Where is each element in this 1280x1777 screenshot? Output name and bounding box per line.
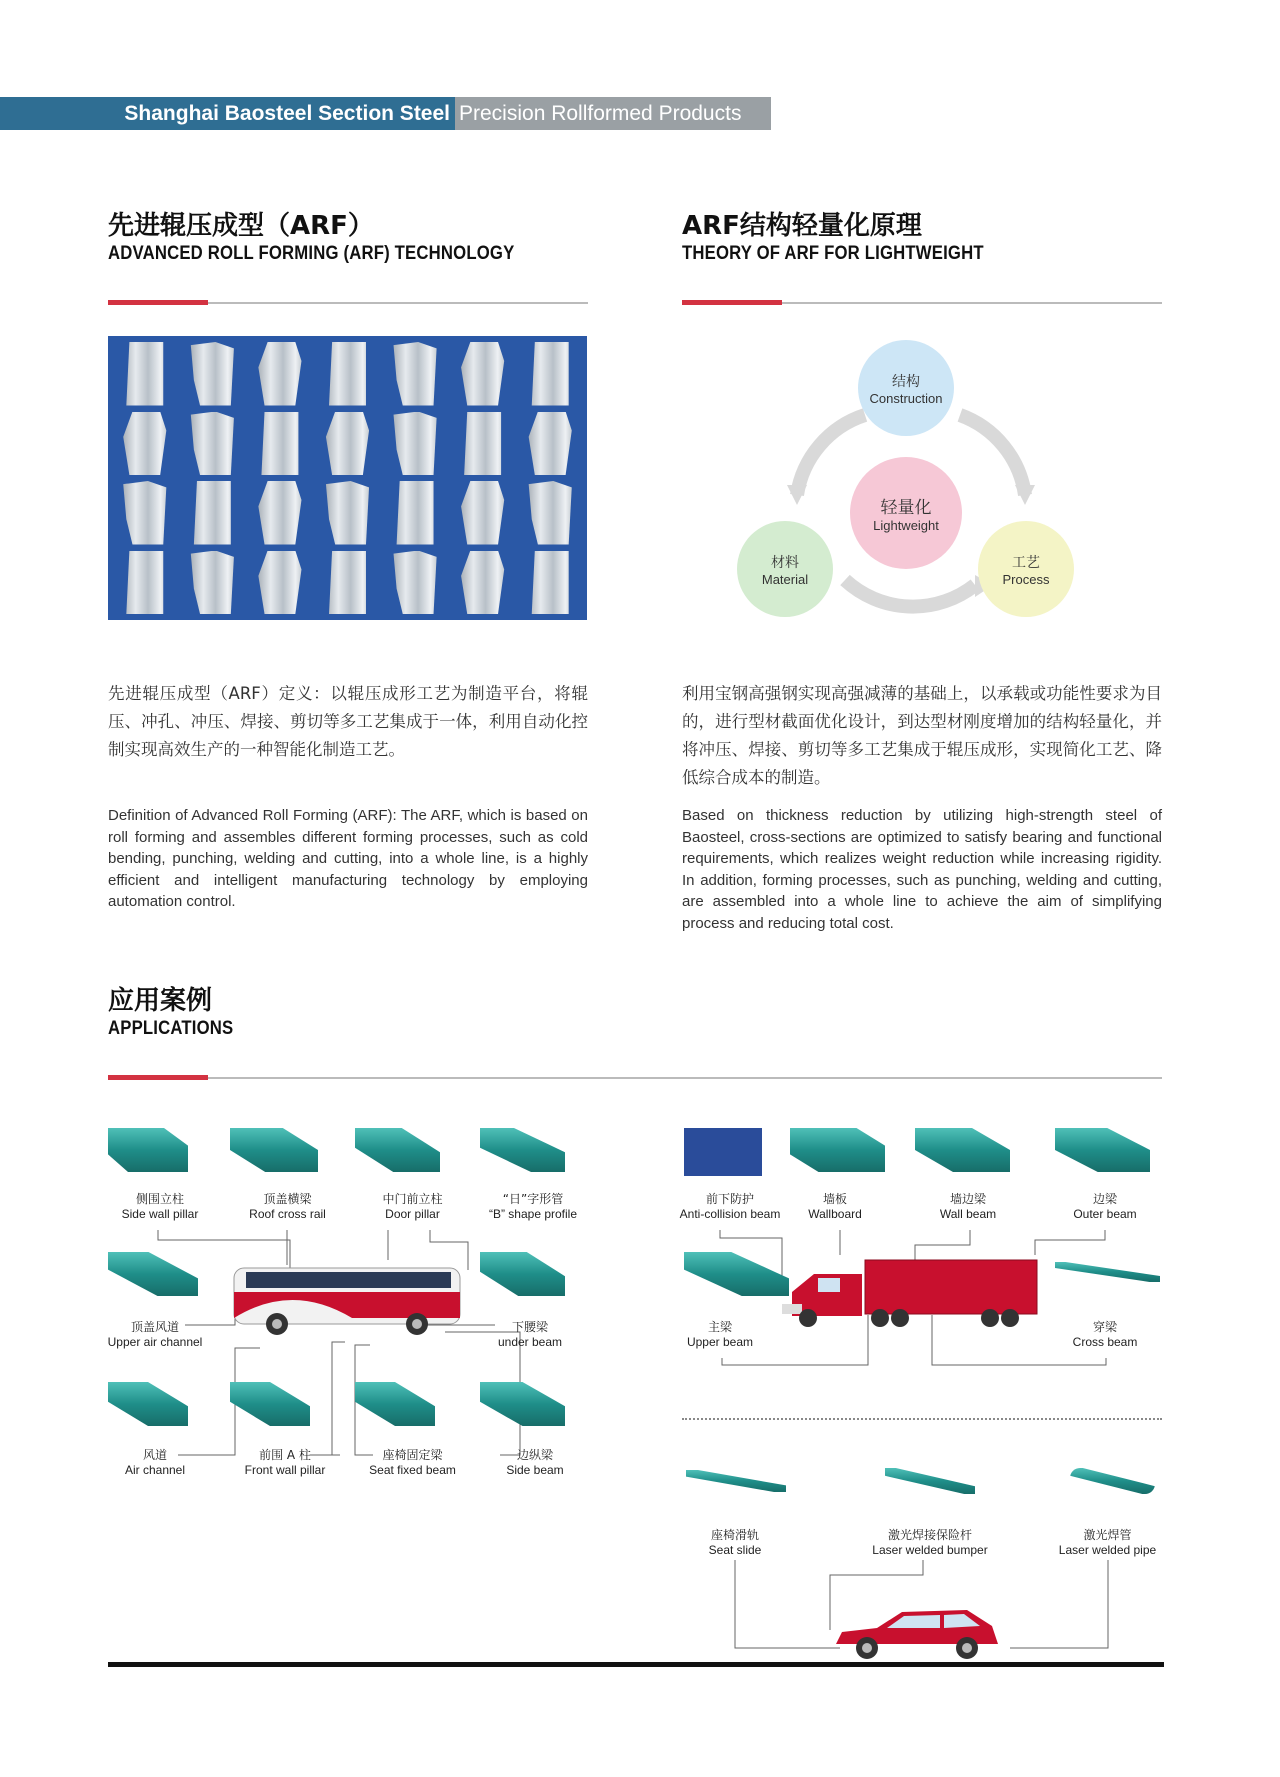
profile-icon <box>452 481 514 545</box>
theory-rule <box>682 302 1162 304</box>
arf-title-cn: 先进辊压成型（ARF） <box>108 211 374 241</box>
profile-icon <box>182 481 244 545</box>
theory-body-cn: 利用宝钢高强钢实现高强减薄的基础上，以承载或功能性要求为目的，进行型材截面优化设计，到达型材刚度增加的结构轻量化，并将冲压、焊接、剪切等多工艺集成于辊压成形，实现简化工艺、降低综合成本的制造。 <box>682 684 1162 787</box>
profile-icon <box>452 342 514 406</box>
part-label: 中门前立柱 Door pillar <box>382 1192 443 1221</box>
part-label: 顶盖横梁 Roof cross rail <box>249 1192 326 1221</box>
part-label: 前下防护 Anti-collision beam <box>679 1192 781 1221</box>
part-label: 主梁 Upper beam <box>686 1320 754 1349</box>
part-label: 前围 A 柱 Front wall pillar <box>244 1448 326 1477</box>
lightweight-cn: 轻量化 <box>880 498 932 518</box>
part-label: 边纵梁 Side beam <box>506 1448 564 1477</box>
profile-icon <box>384 551 446 615</box>
theory-body-en: Based on thickness reduction by utilizing high-strength steel of Baosteel, cross-sections are optimized to satisfy bearing and functional requirements, which realizes weight reduction while increasing rigidity. In addition, forming processes, such as punching, welding and cutting, are assembled into a whole line to achieve the aim of simplifying process and reducing total cost. <box>682 807 1162 932</box>
applications-rule <box>108 1077 1162 1079</box>
part-label: 激光焊接保险杆 Laser welded bumper <box>872 1528 988 1557</box>
lightweight-circle <box>850 457 962 569</box>
profile-icon <box>519 481 581 545</box>
arf-title-en: ADVANCED ROLL FORMING (ARF) TECHNOLOGY <box>108 243 515 264</box>
process-en: Process <box>1002 571 1050 587</box>
profile-icon <box>182 342 244 406</box>
profile-icon <box>452 551 514 615</box>
profile-icon <box>114 342 176 406</box>
part-label: 顶盖风道 Upper air channel <box>107 1320 203 1349</box>
simulation-thumbnail-icon <box>684 1128 762 1176</box>
profile-icon <box>519 551 581 615</box>
arf-body-en: Definition of Advanced Roll Forming (ARF): The ARF, which is based on roll forming and assembles different forming processes, such as cold bending, punching, welding and cutting, into a whole line, is a highly efficient and intelligent manufacturing technology by employing automation control. <box>108 807 588 910</box>
profile-icon <box>317 412 379 476</box>
part-label: 下腰梁 under beam <box>497 1320 563 1349</box>
profile-photo-grid <box>108 336 587 620</box>
theory-title-en: THEORY OF ARF FOR LIGHTWEIGHT <box>682 243 984 264</box>
profile-icon <box>452 412 514 476</box>
bottom-rule <box>108 1662 1164 1667</box>
part-label: 风道 Air channel <box>124 1448 186 1477</box>
profile-icon <box>249 551 311 615</box>
laser-welded-bumper-icon <box>885 1468 975 1494</box>
seat-slide-icon <box>686 1470 786 1492</box>
header-band <box>0 97 771 130</box>
car-icon <box>832 1604 1002 1662</box>
lightweight-en: Lightweight <box>873 518 939 533</box>
part-label: 侧围立柱 Side wall pillar <box>121 1192 199 1221</box>
part-label: 穿梁 Cross beam <box>1072 1320 1138 1349</box>
profile-icon <box>249 342 311 406</box>
bus-icon <box>232 1262 462 1337</box>
profile-icon <box>384 342 446 406</box>
profile-icon <box>249 481 311 545</box>
laser-welded-pipe-icon <box>1070 1468 1155 1494</box>
header-company-block <box>0 97 455 130</box>
theory-title-cn: ARF结构轻量化原理 <box>682 211 922 241</box>
profile-icon <box>114 412 176 476</box>
profile-icon <box>249 412 311 476</box>
header-company: Shanghai Baosteel Section Steel <box>124 101 450 125</box>
construction-cn: 结构 <box>892 373 920 390</box>
profile-icon <box>114 551 176 615</box>
header-subtitle: Precision Rollformed Products <box>459 101 742 125</box>
construction-circle <box>858 340 954 436</box>
applications-title-cn: 应用案例 <box>108 986 213 1016</box>
arf-body-cn: 先进辊压成型（ARF）定义：以辊压成形工艺为制造平台，将辊压、冲孔、冲压、焊接、剪切等多工艺集成于一体，利用自动化控制实现高效生产的一种智能化制造工艺。 <box>108 684 588 759</box>
part-label: 墙边梁 Wall beam <box>939 1192 997 1221</box>
profile-icon <box>519 342 581 406</box>
header-subtitle-block <box>455 97 771 130</box>
applications-title-en: APPLICATIONS <box>108 1018 234 1039</box>
construction-en: Construction <box>869 390 943 406</box>
profile-icon <box>519 412 581 476</box>
material-en: Material <box>761 571 809 587</box>
part-label: “日”字形管 “B” shape profile <box>488 1192 578 1221</box>
part-label: 激光焊管 Laser welded pipe <box>1058 1528 1157 1557</box>
truck-icon <box>780 1258 1040 1330</box>
profile-icon <box>384 481 446 545</box>
part-label: 边梁 Outer beam <box>1073 1192 1137 1221</box>
profile-icon <box>317 342 379 406</box>
material-cn: 材料 <box>771 554 799 571</box>
profile-icon <box>384 412 446 476</box>
process-cn: 工艺 <box>1012 554 1040 571</box>
profile-icon <box>182 551 244 615</box>
profile-icon <box>114 481 176 545</box>
part-label: 座椅固定梁 Seat fixed beam <box>369 1448 456 1477</box>
arf-rule <box>108 302 588 304</box>
profile-icon <box>182 412 244 476</box>
material-circle <box>737 521 833 617</box>
profile-icon <box>317 551 379 615</box>
profile-icon <box>317 481 379 545</box>
lightweight-diagram <box>735 335 1080 625</box>
part-label: 墙板 Wallboard <box>808 1192 862 1221</box>
dotted-divider <box>682 1418 1162 1420</box>
process-circle <box>978 521 1074 617</box>
part-label: 座椅滑轨 Seat slide <box>708 1528 762 1557</box>
